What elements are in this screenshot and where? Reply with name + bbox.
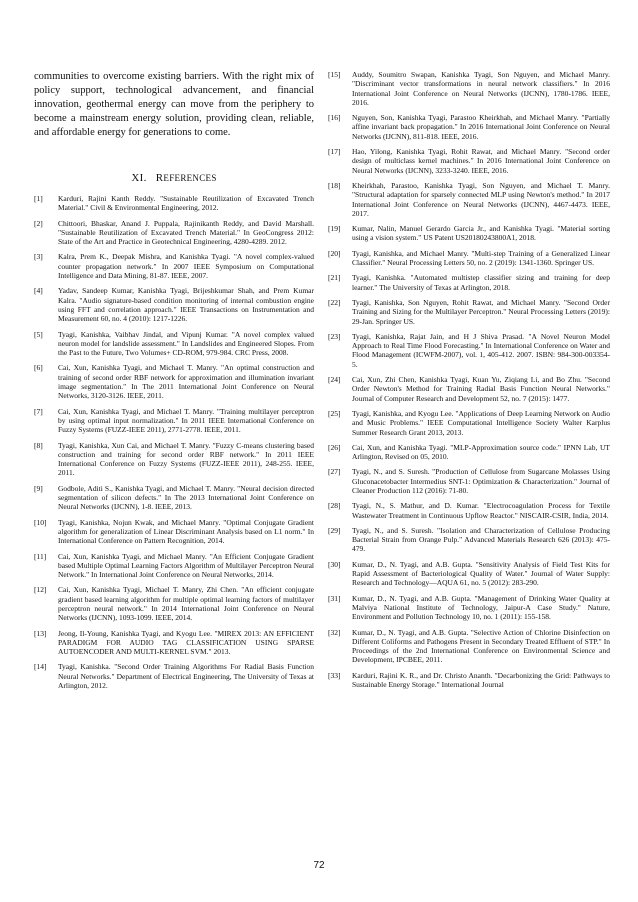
reference-item <box>328 375 610 403</box>
reference-item <box>34 629 314 657</box>
reference-text: Tyagi, Kanishka, Vaibhav Jindal, and Vipunj Kumar. "A novel complex valued neuron model for landslide assessment." In Landslides and Engineered Slopes. From the Past to the Future, Two Volumes+ CD-ROM, 979-984. CRC Press, 2008. <box>58 329 314 358</box>
reference-item <box>328 409 610 437</box>
reference-item <box>34 194 314 213</box>
reference-number: [16] <box>328 113 341 123</box>
reference-item <box>328 273 610 292</box>
reference-number: [11] <box>34 551 47 561</box>
reference-item <box>328 628 610 665</box>
reference-text: Cai, Xun, Kanishka Tyagi, and Michael T. Manry. "Training multilayer perceptron by using optimal input normalization." In 2011 IEEE International Conference on Fuzzy Systems (FUZZ-IEEE 2011), 2771-2778. IEEE, 2011. <box>58 406 314 435</box>
reference-number: [29] <box>328 525 341 535</box>
reference-item <box>328 113 610 141</box>
reference-item <box>328 224 610 243</box>
reference-text: Tyagi, N., and S. Suresh. "Isolation and Characterization of Cellulose Producing Bacterial Strain from Orange Pulp." Advanced Materials Research 626 (2013): 475-479. <box>352 525 610 554</box>
reference-number: [24] <box>328 375 341 385</box>
reference-text: Kumar, D., N. Tyagi, and A.B. Gupta. "Sensitivity Analysis of Field Test Kits for Rapid Assessment of Bacteriological Quality of Water." Journal of Water Supply: Research and Technology—AQUA 61, no. 5 (2012): 283-290. <box>352 559 610 588</box>
reference-number: [21] <box>328 273 341 283</box>
reference-text: Chittoori, Bhaskar, Anand J. Puppala, Rajinikanth Reddy, and David Marshall. "Sustainable Reutilization of Excavated Trench Material." In GeoCongress 2012: State of the Art and Practice in Geotechnical Engineering, 4280-4289. 2012. <box>58 218 314 247</box>
reference-item <box>328 70 610 107</box>
reference-item <box>328 467 610 495</box>
left-column <box>34 70 314 696</box>
reference-item <box>34 330 314 358</box>
reference-text: Yadav, Sandeep Kumar, Kanishka Tyagi, Brijeshkumar Shah, and Prem Kumar Kalra. "Audio signature-based condition monitoring of internal combustion engine using FFT and correlation approach." IEEE Transactions on Instrumentation and Measurement 60, no. 4 (2010): 1217-1226. <box>58 286 314 324</box>
reference-number: [13] <box>34 628 47 638</box>
reference-item <box>328 594 610 622</box>
reference-item <box>34 518 314 546</box>
reference-number: [8] <box>34 440 43 450</box>
reference-item <box>328 671 610 690</box>
reference-number: [22] <box>328 297 341 307</box>
reference-number: [1] <box>34 194 43 203</box>
right-column <box>328 70 610 695</box>
reference-text: Kumar, D., N. Tyagi, and A.B. Gupta. "Management of Drinking Water Quality at Malviya National Institute of Technology, Jaipur-A Case Study." Nature, Environment and Pollution Technology 10, no. 1 (2011): 155-158. <box>352 593 610 622</box>
reference-text: Tyagi, N., S. Mathur, and D. Kumar. "Electrocoagulation Process for Textile Wastewater Treatment in Continuous Upflow Reactor." NISCAIR-CSIR, India, 2014. <box>352 501 610 520</box>
reference-number: [33] <box>328 670 341 680</box>
reference-number: [28] <box>328 501 341 511</box>
reference-item <box>328 147 610 175</box>
reference-text: Tyagi, Kanishka, Son Nguyen, Rohit Rawat, and Michael Manry. "Second Order Training and Sizing for the Multilayer Perceptron." Neural Processing Letters (2019): 29-Jan. Springer US. <box>352 297 610 326</box>
reference-text: Tyagi, Kanishka, Nojun Kwak, and Michael Manry. "Optimal Conjugate Gradient algorithm for generalization of Linear Discriminant Analysis based on L1 norm." In International Conference on Pattern Recognition, 2014. <box>58 517 314 546</box>
references-heading <box>34 172 314 184</box>
reference-item <box>328 181 610 218</box>
section-number: XI. <box>131 172 147 184</box>
reference-text: Jeong, Il-Young, Kanishka Tyagi, and Kyogu Lee. "MIREX 2013: AN EFFICIENT PARADIGM FOR AUDIO TAG CLASSIFICATION USING SPARSE AUTOENCODER AND MULTI-KERNEL SVM." 2013. <box>58 628 314 657</box>
intro-paragraph: communities to overcome existing barriers. With the right mix of policy support, technological advancement, and financial innovation, geothermal energy can move from the periphery to become a mainstream energy solution, providing clean, reliable, and affordable energy for generations to come. <box>34 71 314 138</box>
reference-text: Tyagi, Kanishka, and Kyogu Lee. "Applications of Deep Learning Network on Audio and Music Problems." IEEE Computational Intelligence Society Walter Karplus Summer Research Grant 2013, 2013. <box>352 408 610 437</box>
reference-text: Kalra, Prem K., Deepak Mishra, and Kanishka Tyagi. "A novel complex-valued counter propagation network." In 2007 IEEE Symposium on Computational Intelligence and Data Mining, 81-87. IEEE, 2007. <box>58 252 314 281</box>
reference-item <box>34 552 314 580</box>
reference-item <box>328 443 610 462</box>
reference-number: [19] <box>328 224 341 234</box>
reference-item <box>328 298 610 326</box>
reference-text: Hao, Yilong, Kanishka Tyagi, Rohit Rawat, and Michael Manry. "Second order design of multiclass kernel machines." In 2016 International Joint Conference on Neural Networks (IJCNN), 3233-3240. IEEE, 2016. <box>352 147 610 175</box>
reference-item <box>328 560 610 588</box>
reference-number: [7] <box>34 406 43 416</box>
reference-text: Auddy, Soumitro Swapan, Kanishka Tyagi, Son Nguyen, and Michael Manry. "Discriminant vector transformations in neural network classifiers." In 2016 International Joint Conference on Neural Networks (IJCNN), 1780-1786. IEEE, 2016. <box>352 70 610 107</box>
reference-number: [20] <box>328 248 341 258</box>
reference-text: Tyagi, Kanishka, and Michael Manry. "Multi-step Training of a Generalized Linear Classifier." Neural Processing Letters 50, no. 2 (2019): 1341-1360. Springer US. <box>352 248 610 268</box>
reference-text: Cai, Xun, Kanishka Tyagi, and Michael T. Manry. "An optimal construction and training of second order RBF network for approximation and illumination invariant image segmentation." In The 2011 International Joint Conference on Neural Networks, 3120-3126. IEEE, 2011. <box>58 363 314 401</box>
reference-text: Kumar, Nalin, Manuel Gerardo Garcia Jr., and Kanishka Tyagi. "Material sorting using a vision system." US Patent US20180243800A1, 2018. <box>352 224 610 243</box>
reference-text: Kumar, D., N. Tyagi, and A.B. Gupta. "Selective Action of Chlorine Disinfection on Different Coliforms and Pathogens Present in Secondary Treated Effluent of STP." In Proceedings of the 2nd International Conference on Environmental Science and Development, IPCBEE, 2011. <box>352 627 610 665</box>
reference-text: Nguyen, Son, Kanishka Tyagi, Parastoo Kheirkhah, and Michael Manry. "Partially affine invariant back propagation." In 2016 International Joint Conference on Neural Networks (IJCNN), 811-818. IEEE, 2016. <box>352 113 610 141</box>
reference-item <box>34 585 314 622</box>
section-title-rest: EFERENCES <box>163 173 217 183</box>
reference-number: [31] <box>328 593 341 603</box>
references-list-right <box>328 70 610 689</box>
reference-text: Tyagi, N., and S. Suresh. "Production of Cellulose from Sugarcane Molasses Using Gluconacetobacter Intermedius SNT-1: Optimization & Characterization." Journal of Cleaner Production 112 (2016): 71-80. <box>352 467 610 495</box>
references-list-left <box>34 194 314 690</box>
reference-number: [10] <box>34 517 47 527</box>
reference-number: [32] <box>328 627 341 637</box>
reference-text: Tyagi, Kanishka, Xun Cai, and Michael T. Manry. "Fuzzy C-means clustering based construction and training for second order RBF network." In 2011 IEEE International Conference on Fuzzy Systems (FUZZ-IEEE 2011), 248-255. IEEE, 2011. <box>58 440 314 478</box>
reference-number: [17] <box>328 147 341 157</box>
reference-number: [9] <box>34 483 43 493</box>
reference-item <box>34 286 314 323</box>
reference-number: [30] <box>328 559 341 569</box>
reference-text: Karduri, Rajini K. R., and Dr. Christo Ananth. "Decarbonizing the Grid: Pathways to Sustainable Energy Storage." International Journal <box>352 670 610 690</box>
reference-number: [18] <box>328 180 341 190</box>
reference-number: [14] <box>34 662 47 672</box>
reference-text: Kheirkhah, Parastoo, Kanishka Tyagi, Son Nguyen, and Michael T. Manry. "Structural adaptation for sparsely connected MLP using Newton's method." In 2017 International Joint Conference on Neural Networks (IJCNN), 4467-4473. IEEE, 2017. <box>352 180 610 218</box>
reference-text: Godbole, Aditi S., Kanishka Tyagi, and Michael T. Manry. "Neural decision directed segmentation of silicon defects." In The 2013 International Joint Conference on Neural Networks (IJCNN), 1-8. IEEE, 2013. <box>58 483 314 512</box>
reference-number: [27] <box>328 467 341 477</box>
reference-item <box>328 249 610 268</box>
reference-text: Cai, Xun, Kanishka Tyagi, Michael T. Manry, Zhi Chen. "An efficient conjugate gradient based learning algorithm for multiple optimal learning factors of multilayer perceptron neural network." In 2014 International Joint Conference on Neural Networks (IJCNN), 1093-1099. IEEE, 2014. <box>58 585 314 623</box>
reference-number: [5] <box>34 329 43 339</box>
reference-text: Cai, Xun, Kanishka Tyagi, and Michael Manry. "An Efficient Conjugate Gradient based Multiple Optimal Learning Factors Algorithm of Multilayer Perceptron Neural Network." In International Joint Conference on Neural Networks, 2014. <box>58 551 314 580</box>
reference-number: [15] <box>328 70 341 79</box>
reference-text: Tyagi, Kanishka, Rajat Jain, and H J Shiva Prasad. "A Novel Neuron Model Approach to Real Time Flood Forecasting." In International Conference on Water and Flood Management (ICWFM-2007), vol. 1, 405-412. 2007. ISBN: 984-300-003354-5. <box>352 331 610 369</box>
reference-item <box>34 662 314 690</box>
page-number: 72 <box>313 860 325 871</box>
reference-number: [26] <box>328 442 341 452</box>
reference-number: [2] <box>34 218 43 228</box>
reference-number: [23] <box>328 331 341 341</box>
reference-number: [3] <box>34 252 43 262</box>
reference-text: Cai, Xun, Zhi Chen, Kanishka Tyagi, Kuan Yu, Ziqiang Li, and Bo Zhu. "Second Order Newton's Method for Training Radial Basis Function Neural Networks." Journal of Computer Research and Development 52, no. 7 (2015): 1477. <box>352 375 610 403</box>
reference-text: Cai, Xun, and Kanishka Tyagi. "MLP-Approximation source code." IPNN Lab, UT Arlington, Revised on 05, 2010. <box>352 442 610 462</box>
reference-item <box>34 441 314 478</box>
reference-text: Karduri, Rajini Kanth Reddy. "Sustainable Reutilization of Excavated Trench Material." Civil & Environmental Engineering, 2012. <box>58 194 314 213</box>
reference-number: [6] <box>34 363 43 373</box>
reference-item <box>328 332 610 369</box>
reference-number: [4] <box>34 286 43 296</box>
reference-text: Tyagi, Kanishka. "Second Order Training Algorithms For Radial Basis Function Neural Networks." Department of Electrical Engineering, The University of Texas at Arlington, 2012. <box>58 662 314 691</box>
reference-item <box>34 484 314 512</box>
reference-item <box>34 219 314 247</box>
section-title-initial: R <box>155 172 164 184</box>
reference-item <box>34 407 314 435</box>
reference-item <box>34 252 314 280</box>
reference-item <box>34 363 314 400</box>
reference-number: [12] <box>34 585 47 595</box>
reference-item <box>328 501 610 520</box>
reference-number: [25] <box>328 408 341 418</box>
reference-item <box>328 526 610 554</box>
reference-text: Tyagi, Kanishka. "Automated multistep classifier sizing and training for deep learner." The University of Texas at Arlington, 2018. <box>352 273 610 292</box>
